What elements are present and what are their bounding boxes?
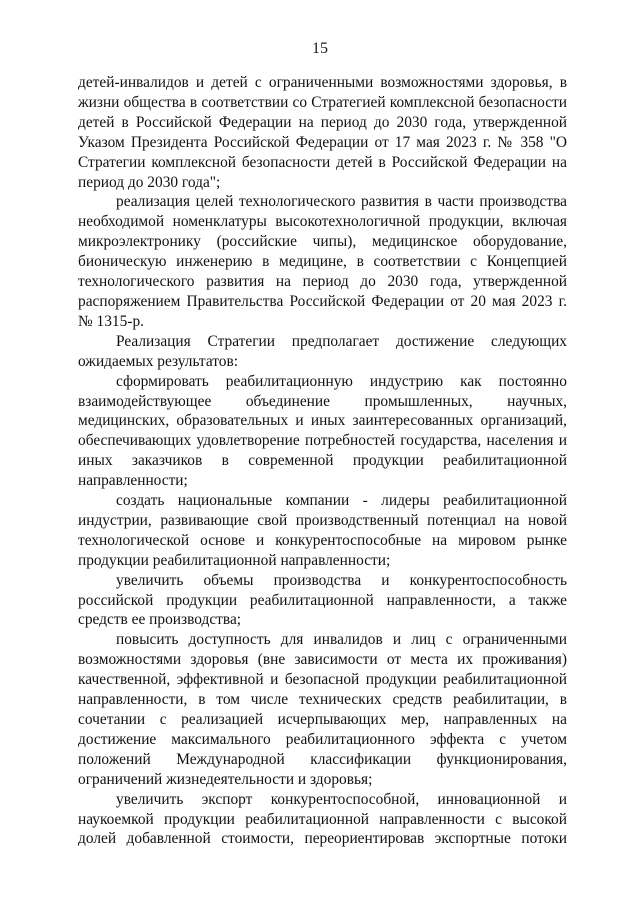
paragraph-expected-results-intro: Реализация Стратегии предполагает достижение следующих ожидаемых результатов: <box>78 332 567 370</box>
body-text <box>78 73 567 849</box>
page-number: 15 <box>312 40 328 57</box>
paragraph-result-national-leaders: создать национальные компании - лидеры реабилитационной индустрии, развивающие свой производственный потенциал на новой технологической основе и конкурентоспособные на мировом рынке продукции реабилитационной направленности; <box>78 492 567 569</box>
paragraph-continued: детей-инвалидов и детей с ограниченными возможностями здоровья, в жизни общества в соответствии со Стратегией комплексной безопасности детей в Российской Федерации на период до 2030 года, утвержденной Указом Президента Российской Федерации от 17 мая 2023 г. № 358 "О Стратегии комплексной безопасности детей в Российской Федерации на период до 2030 года"; <box>78 74 567 191</box>
paragraph-result-production-volume: увеличить объемы производства и конкурентоспособность российской продукции реабилитационной направленности, а также средств ее производства; <box>78 571 567 629</box>
paragraph-technology-development: реализация целей технологического развития в части производства необходимой номенклатуры высокотехнологичной продукции, включая микроэлектронику (российские чипы), медицинское оборудование, бионическую инженерию в медицине, в соответствии с Концепцией технологического развития на период до 2030 года, утвержденной распоряжением Правительства Российской Федерации от 20 мая 2023 г. № 1315-р. <box>78 193 567 330</box>
paragraph-result-accessibility: повысить доступность для инвалидов и лиц с ограниченными возможностями здоровья (вне зависимости от места их проживания) качественной, эффективной и безопасной продукции реабилитационной направленности, в том числе технических средств реабилитации, в сочетании с реализацией исчерпывающих мер, направленных на достижение максимального реабилитационного эффекта с учетом положений Международной классификации функционирования, ограничений жизнедеятельности и здоровья; <box>78 631 567 788</box>
paragraph-result-industry: сформировать реабилитационную индустрию как постоянно взаимодействующее объединение промышленных, научных, медицинских, образовательных и иных заинтересованных организаций, обеспечивающих удовлетворение потребностей государства, населения и иных заказчиков в современной продукции реабилитационной направленности; <box>78 372 567 490</box>
paragraph-result-export: увеличить экспорт конкурентоспособной, инновационной и наукоемкой продукции реабилитационной направленности с высокой долей добавленной стоимости, переориентировав экспортные потоки <box>78 790 567 848</box>
